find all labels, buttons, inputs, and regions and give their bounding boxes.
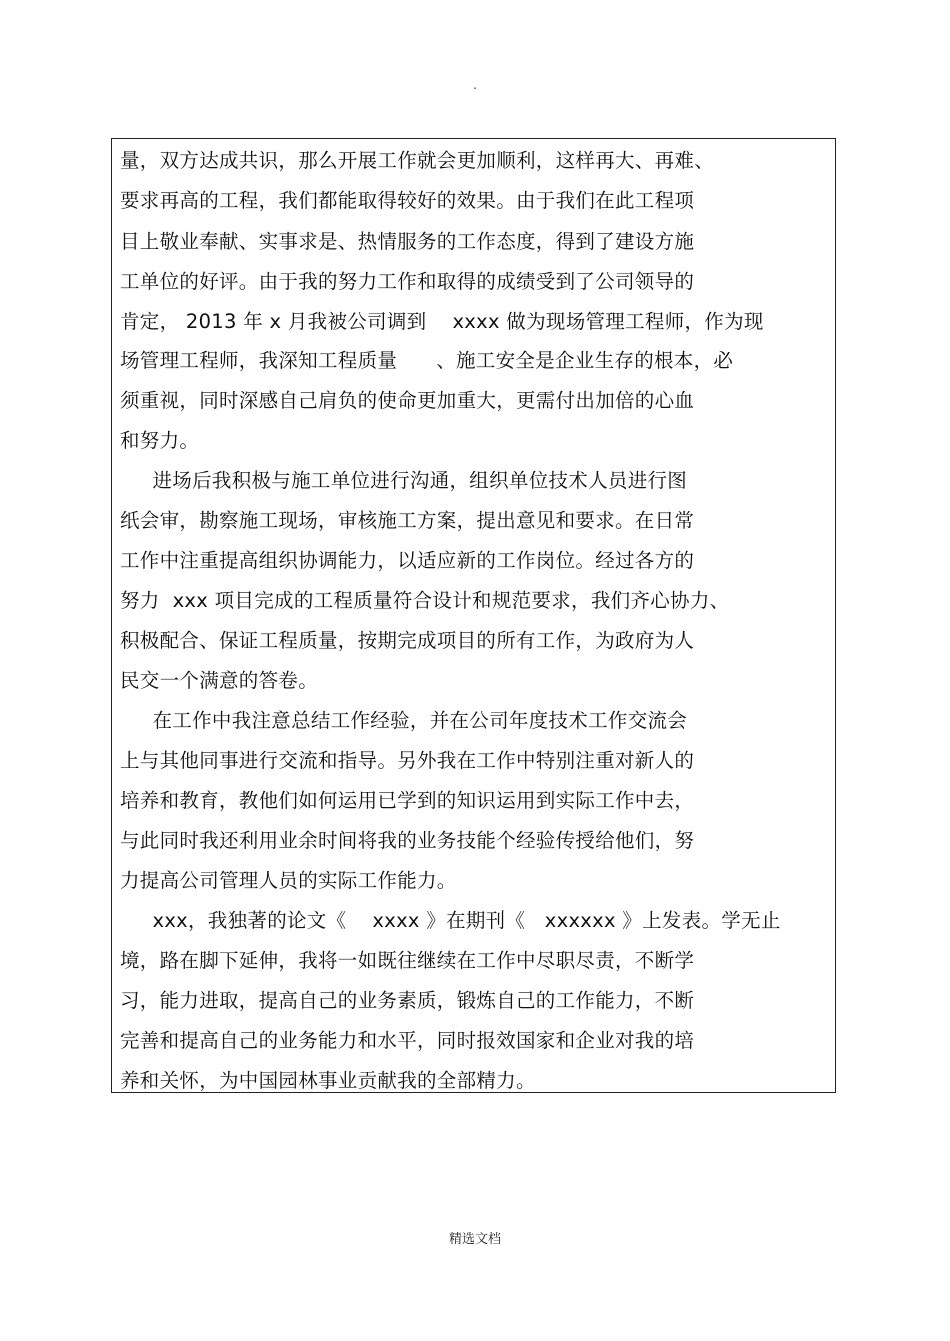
text-line-2: 要求再高的工程，我们都能取得较好的效果。由于我们在此工程项 [120,189,695,212]
text-line-6: 场管理工程师，我深知工程质量 、施工安全是企业生存的根本，必 [120,349,734,372]
page-top-marker: . [473,78,477,92]
text-line-9: 进场后我积极与施工单位进行沟通，组织单位技术人员进行图 [120,469,688,492]
text-line-5: 肯定， 2013 年 x 月我被公司调到 xxxx 做为现场管理工程师，作为现 [120,310,764,333]
text-line-3: 目上敬业奉献、实事求是、热情服务的工作态度，得到了建设方施 [120,230,695,253]
text-line-12: 努力 xxx 项目完成的工程质量符合设计和规范要求，我们齐心协力、 [120,589,730,612]
text-line-19: 力提高公司管理人员的实际工作能力。 [120,869,457,892]
text-line-24: 养和关怀，为中国园林事业贡献我的全部精力。 [120,1069,536,1092]
text-line-20: xxx，我独著的论文《 xxxx 》在期刊《 xxxxxx 》上发表。学无止 [120,909,781,932]
text-line-1: 量，双方达成共识，那么开展工作就会更加顺利，这样再大、再难、 [120,149,715,172]
text-line-8: 和努力。 [120,429,200,452]
text-line-17: 培养和教育，教他们如何运用已学到的知识运用到实际工作中去， [120,789,695,812]
text-line-7: 须重视，同时深感自己肩负的使命更加重大，更需付出加倍的心血 [120,389,695,412]
text-line-21: 境，路在脚下延伸，我将一如既往继续在工作中尽职尽责，不断学 [120,949,695,972]
document-text-box [111,138,836,1093]
page-footer: 精选文档 [448,1232,501,1247]
text-line-14: 民交一个满意的答卷。 [120,669,319,692]
text-line-10: 纸会审，勘察施工现场，审核施工方案，提出意见和要求。在日常 [120,509,695,532]
text-line-16: 上与其他同事进行交流和指导。另外我在工作中特别注重对新人的 [120,749,695,772]
text-line-18: 与此同时我还利用业余时间将我的业务技能个经验传授给他们，努 [120,829,695,852]
text-line-23: 完善和提高自己的业务能力和水平，同时报效国家和企业对我的培 [120,1029,695,1052]
text-line-15: 在工作中我注意总结工作经验，并在公司年度技术工作交流会 [120,709,688,732]
text-line-11: 工作中注重提高组织协调能力，以适应新的工作岗位。经过各方的 [120,549,695,572]
text-line-13: 积极配合、保证工程质量，按期完成项目的所有工作，为政府为人 [120,629,695,652]
text-line-22: 习，能力进取，提高自己的业务素质，锻炼自己的工作能力，不断 [120,989,695,1012]
text-line-4: 工单位的好评。由于我的努力工作和取得的成绩受到了公司领导的 [120,270,695,293]
